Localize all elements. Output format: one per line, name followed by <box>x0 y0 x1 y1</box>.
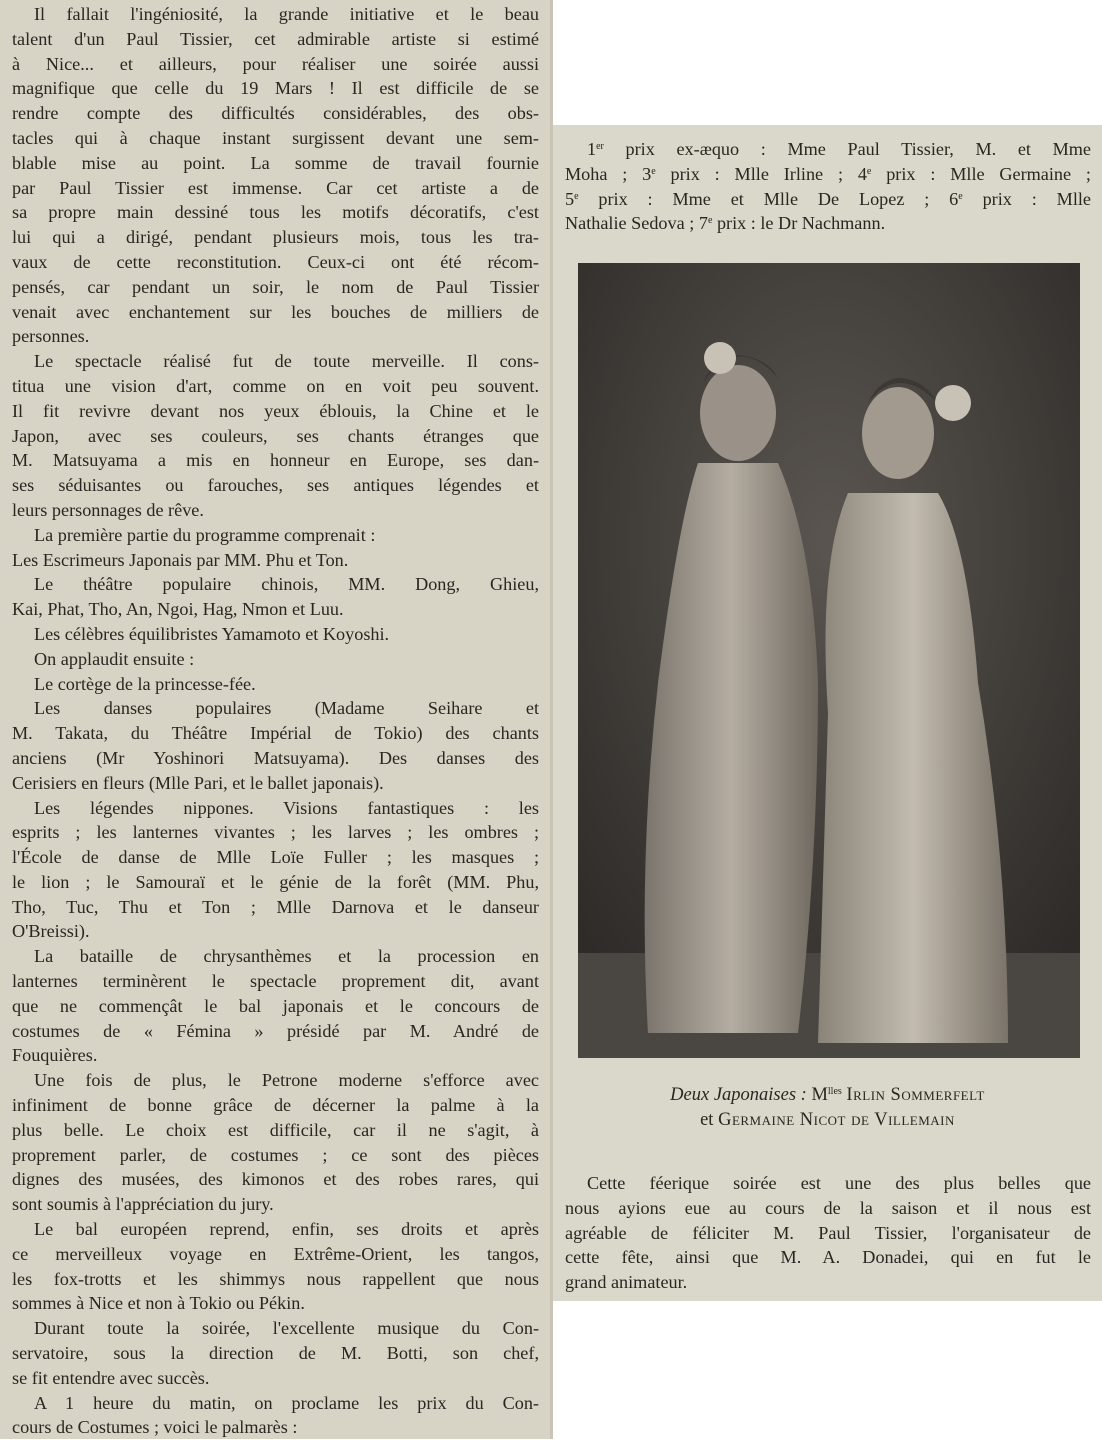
text-line: Cerisiers en fleurs (Mlle Pari, et le ballet japonais). <box>12 772 384 793</box>
text-line: grand animateur. <box>565 1272 688 1293</box>
prize-text: 5 <box>565 188 575 209</box>
closing-paragraph <box>565 1171 1091 1294</box>
prize-text: 1 <box>587 139 597 159</box>
text-line: esprits ; les lanternes vivantes ; les larves ; les ombres ; <box>12 822 539 843</box>
text-line: dignes des musées, des kimonos et des robes rares, qui <box>12 1169 539 1190</box>
text-line: blable mise au point. La somme de travail fournie <box>12 152 539 173</box>
text-line: personnes. <box>12 326 90 347</box>
prize-line <box>565 162 1091 187</box>
text-line: Cette féerique soirée est une des plus belles que <box>587 1173 1091 1193</box>
text-line: Fouquières. <box>12 1045 98 1066</box>
text-line: à Nice... et ailleurs, pour réaliser une soirée aussi <box>12 53 539 74</box>
text-line: Le cortège de la princesse-fée. <box>34 673 256 694</box>
text-line: par Paul Tissier est immense. Car cet artiste a de <box>12 177 539 198</box>
article-text-left <box>12 2 539 1440</box>
text-line: plus belle. Le choix est difficile, car il ne s'agit, à <box>12 1119 539 1140</box>
ordinal-suffix: e <box>866 165 872 177</box>
caption-italic: Deux Japonaises : <box>670 1085 807 1105</box>
text-line: rendre compte des difficultés considérables, des obs- <box>12 103 539 124</box>
text-line: La bataille de chrysanthèmes et la procession en <box>34 946 539 967</box>
text-line: l'École de danse de Mlle Loïe Fuller ; les masques ; <box>12 847 539 868</box>
text-line: On applaudit ensuite : <box>34 648 195 669</box>
text-line: lanternes terminèrent le spectacle proprement dit, avant <box>12 971 539 992</box>
photo-image <box>578 263 1080 1058</box>
text-line: Il fallait l'ingéniosité, la grande initiative et le beau <box>34 4 539 24</box>
text-line: Les célèbres équilibristes Yamamoto et Koyoshi. <box>34 623 390 644</box>
text-line: Les Escrimeurs Japonais par MM. Phu et Ton. <box>12 549 349 570</box>
prize-text: prix ex-æquo : Mme Paul Tissier, M. et Mme <box>603 139 1091 159</box>
text-line: lui qui a dirigé, pendant plusieurs mois, tous les tra- <box>12 227 539 248</box>
caption-et: et <box>700 1109 714 1130</box>
text-line: proprement parler, de costumes ; ce sont des pièces <box>12 1144 539 1165</box>
prize-text: prix : Mlle Irline ; 4 <box>655 163 867 184</box>
text-line: agréable de féliciter M. Paul Tissier, l'organisateur de <box>565 1222 1091 1243</box>
text-line: servatoire, sous la direction de M. Botti, son chef, <box>12 1343 539 1364</box>
prize-text: prix : le Dr Nachmann. <box>712 213 886 234</box>
ordinal-suffix: e <box>707 215 713 227</box>
ordinal-suffix: e <box>958 190 963 202</box>
text-line: sont soumis à l'appréciation du jury. <box>12 1194 274 1215</box>
text-line: M. Matsuyama a mis en honneur en Europe, ses dan- <box>12 450 539 471</box>
text-line: venait avec enchantement sur les bouches de milliers de <box>12 301 539 322</box>
text-line: magnifique que celle du 19 Mars ! Il est difficile de se <box>12 78 539 99</box>
caption-title-prefix: M <box>811 1085 828 1105</box>
ordinal-suffix: e <box>651 165 656 177</box>
text-line: leurs personnages de rêve. <box>12 499 204 520</box>
text-line: que ne commençât le bal japonais et le concours de <box>12 995 539 1016</box>
ordinal-suffix: e <box>574 190 579 202</box>
text-line: titua une vision d'art, comme on en voit peu souvent. <box>12 375 539 396</box>
text-line: M. Takata, du Théâtre Impérial de Tokio) des chants <box>12 723 539 744</box>
text-line: Le bal européen reprend, enfin, ses droits et après <box>34 1219 539 1240</box>
caption-title <box>811 1085 841 1105</box>
text-line: La première partie du programme comprenait : <box>34 524 376 545</box>
text-line: Japon, avec ses couleurs, ses chants étranges que <box>12 425 539 446</box>
prize-text: prix : Mme et Mlle De Lopez ; 6 <box>578 188 959 209</box>
prize-text: Nathalie Sedova ; 7 <box>565 213 708 234</box>
text-line: Il fit revivre devant nos yeux éblouis, la Chine et le <box>12 400 539 421</box>
caption-title-sup: lles <box>827 1086 842 1097</box>
text-line: les fox-trotts et les shimmys nous rappellent que nous <box>12 1268 539 1289</box>
text-line: anciens (Mr Yoshinori Matsuyama). Des danses des <box>12 747 539 768</box>
caption-names-2: Germaine Nicot de Villemain <box>718 1109 955 1130</box>
prize-line <box>565 187 1091 212</box>
right-column-clipping <box>553 125 1102 1301</box>
text-line: sa propre main dessiné tous les motifs décoratifs, c'est <box>12 202 539 223</box>
text-line: Tho, Tuc, Thu et Ton ; Mlle Darnova et le danseur <box>12 896 539 917</box>
text-line: Les légendes nippones. Visions fantastiques : les <box>34 797 539 818</box>
text-line: Les danses populaires (Madame Seihare et <box>34 698 539 719</box>
text-line: Le spectacle réalisé fut de toute merveille. Il cons- <box>34 351 539 372</box>
text-line: talent d'un Paul Tissier, cet admirable artiste si estimé <box>12 28 539 49</box>
prize-text: prix : Mlle <box>962 188 1092 209</box>
ordinal-suffix: er <box>596 141 604 152</box>
text-line: cette fête, ainsi que M. A. Donadei, qui en fut le <box>565 1247 1091 1268</box>
caption-line-1 <box>553 1083 1102 1108</box>
text-line: O'Breissi). <box>12 921 90 942</box>
left-column <box>0 0 551 1439</box>
text-line: Durant toute la soirée, l'excellente musique du Con- <box>34 1318 539 1339</box>
text-line: Une fois de plus, le Petrone moderne s'efforce avec <box>34 1070 539 1091</box>
photo-two-japanese-costumes <box>578 263 1080 1058</box>
text-line: vaux de cette reconstitution. Ceux-ci ont été récom- <box>12 251 539 272</box>
text-line: cours de Costumes ; voici le palmarès : <box>12 1417 298 1438</box>
text-line: sommes à Nice et non à Tokio ou Pékin. <box>12 1293 305 1314</box>
text-line: Kai, Phat, Tho, An, Ngoi, Hag, Nmon et Luu. <box>12 599 344 620</box>
prize-line <box>565 137 1091 162</box>
text-line: se fit entendre avec succès. <box>12 1367 210 1388</box>
text-line: costumes de « Fémina » présidé par M. André de <box>12 1020 539 1041</box>
text-line: ses séduisantes ou farouches, ses antiques légendes et <box>12 475 539 496</box>
text-line: ce merveilleux voyage en Extrême-Orient, les tangos, <box>12 1243 539 1264</box>
text-line: tacles qui à chaque instant surgissent devant une sem- <box>12 127 539 148</box>
photo-caption <box>553 1083 1102 1132</box>
text-line: pensés, car pendant un soir, le nom de Paul Tissier <box>12 276 539 297</box>
caption-line-2 <box>553 1108 1102 1133</box>
prize-text: prix : Mlle Germaine ; <box>871 163 1091 184</box>
text-line: A 1 heure du matin, on proclame les prix du Con- <box>34 1392 539 1413</box>
text-line: infiniment de bonne grâce de décerner la palme à la <box>12 1095 539 1116</box>
text-line: nous ayions eue au cours de la saison et il nous est <box>565 1197 1091 1218</box>
text-line: Le théâtre populaire chinois, MM. Dong, Ghieu, <box>34 574 539 595</box>
prize-list <box>565 137 1091 236</box>
prize-line <box>565 211 1091 235</box>
prize-text: Moha ; 3 <box>565 163 652 184</box>
text-line: le lion ; le Samouraï et le génie de la forêt (MM. Phu, <box>12 871 539 892</box>
caption-names-1: Irlin Sommerfelt <box>846 1085 985 1105</box>
